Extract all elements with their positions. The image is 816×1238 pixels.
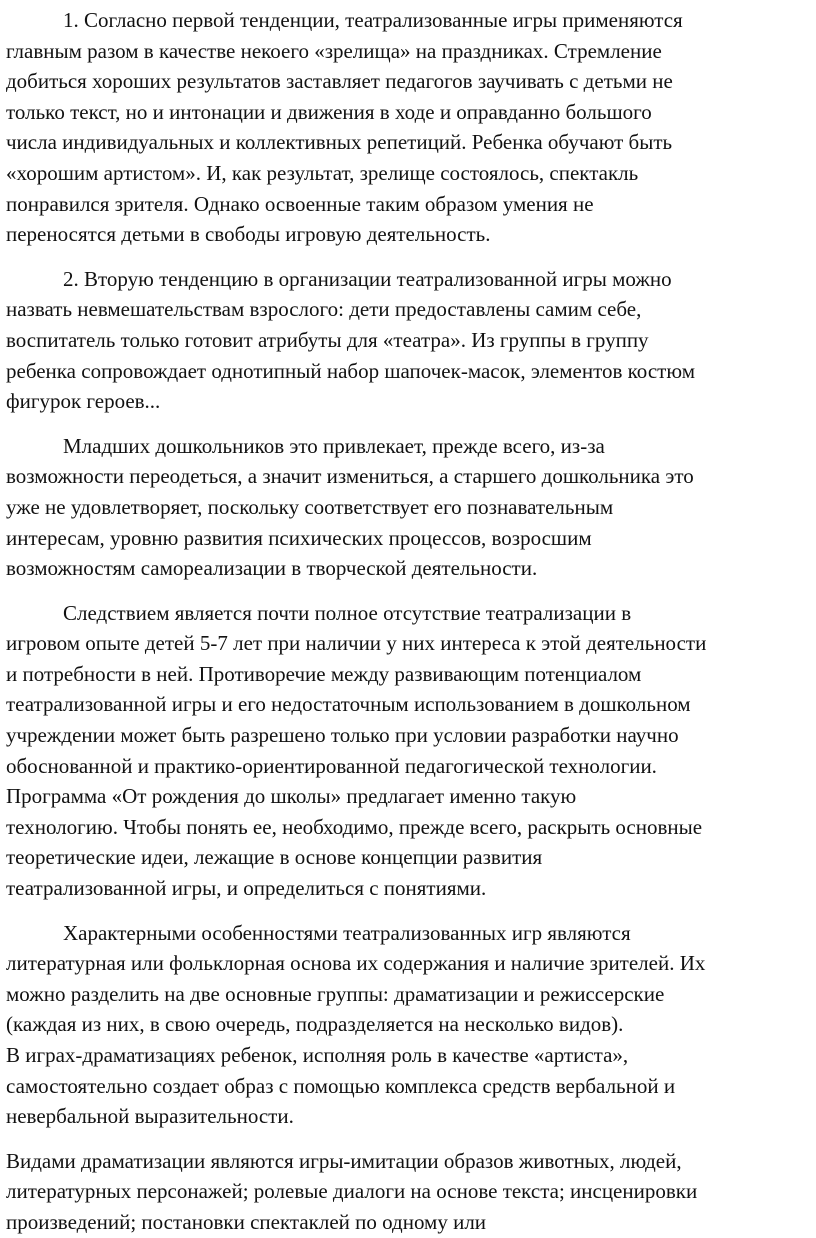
paragraph-first-tendency: 1. Согласно первой тенденции, театрализованные игры применяются главным разом в качестве некоего «зрелища» на праздниках. Стремление добиться хороших результатов заставляет педагогов заучивать с детьми не только текст, но и интонации и движения в ходе и оправданно большого числа индивидуальных и коллективных репетиций. Ребенка обучают быть «хорошим артистом». И, как результат, зрелище состоялось, спектакль понравился зрителя. Однако освоенные таким образом умения не переносятся детьми в свободы игровую деятельность.: [6, 8, 683, 247]
paragraph-dramatization-types: Видами драматизации являются игры-имитации образов животных, людей, литературных персонажей; ролевые диалоги на основе текста; инсценировки произведений; постановки спектаклей по одному или: [6, 1148, 698, 1234]
paragraph-consequence: Следствием является почти полное отсутствие театрализации в игровом опыте детей 5-7 лет при наличии у них интереса к этой деятельности и потребности в ней. Противоречие между развивающим потенциалом театрализованной игры и его недостаточным использованием в дошкольном учреждении может быть разрешено только при условии разработки научно обоснованной и практико-ориентированной педагогической технологии. Программа «От рождения до школы» предлагает именно такую технологию. Чтобы понять ее, необходимо, прежде всего, раскрыть основные теоретические идеи, лежащие в основе концепции развития театрализованной игры, и определиться с понятиями.: [6, 600, 707, 901]
paragraph-younger-preschoolers: Младших дошкольников это привлекает, прежде всего, из-за возможности переодеться, а значит измениться, а старшего дошкольника это уже не удовлетворяет, поскольку соответствует его познавательным интересам, уровню развития психических процессов, возросшим возможностям самореализации в творческой деятельности.: [6, 433, 694, 581]
paragraph-second-tendency: 2. Вторую тенденцию в организации театрализованной игры можно назвать невмешательствам взрослого: дети предоставлены самим себе, воспитатель только готовит атрибуты для «театра». Из группы в группу ребенка сопровождает однотипный набор шапочек-масок, элементов костюм фигурок героев...: [6, 266, 696, 414]
paragraph-characteristics: Характерными особенностями театрализованных игр являются литературная или фольклорная основа их содержания и наличие зрителей. Их можно разделить на две основные группы: драматизации и режиссерские (каждая из них, в свою очередь, подразделяется на несколько видов). В играх-драматизациях ребенок, исполняя роль в качестве «артиста», самостоятельно создает образ с помощью комплекса средств вербальной и невербальной выразительности.: [6, 920, 706, 1129]
